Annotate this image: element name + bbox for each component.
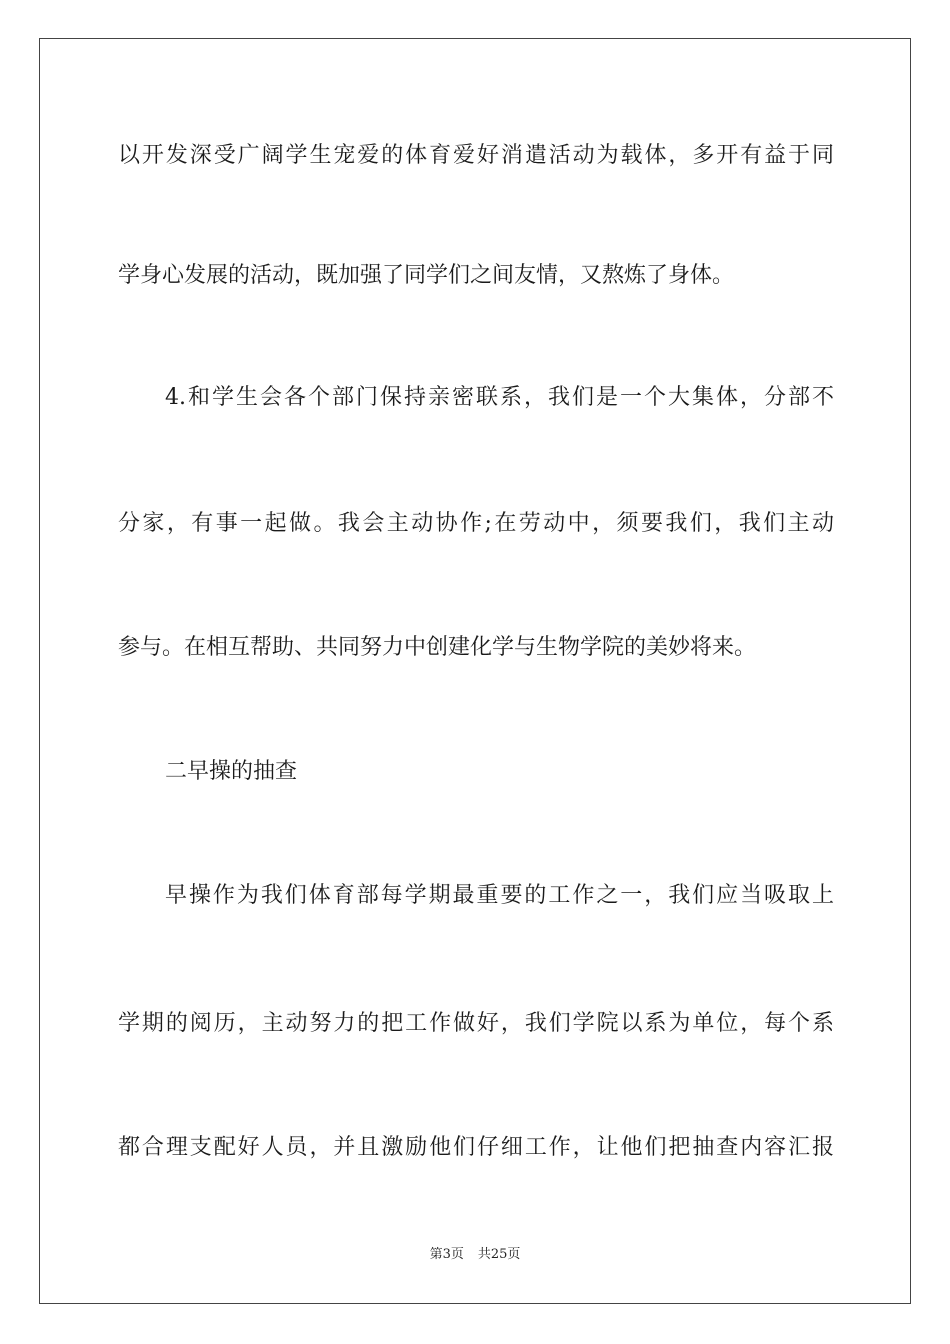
paragraph-line: 学期的阅历，主动努力的把工作做好，我们学院以系为单位，每个系: [118, 1011, 834, 1036]
paragraph-line: 分家，有事一起做。我会主动协作;在劳动中，须要我们，我们主动: [118, 511, 834, 536]
page-footer: [0, 1246, 950, 1264]
paragraph-line: 4.和学生会各个部门保持亲密联系，我们是一个大集体，分部不: [165, 385, 834, 410]
page-total: 共25页: [477, 1247, 521, 1262]
paragraph-line: 参与。在相互帮助、共同努力中创建化学与生物学院的美妙将来。: [118, 635, 757, 660]
page-number: 第3页: [429, 1247, 464, 1262]
paragraph-line: 以开发深受广阔学生宠爱的体育爱好消遣活动为载体，多开有益于同: [118, 143, 834, 168]
paragraph-line: 早操作为我们体育部每学期最重要的工作之一，我们应当吸取上: [165, 883, 834, 908]
paragraph-line: 都合理支配好人员，并且激励他们仔细工作，让他们把抽查内容汇报: [118, 1135, 834, 1160]
paragraph-line: 学身心发展的活动，既加强了同学们之间友情，又熬炼了身体。: [118, 263, 735, 288]
section-heading: 二早操的抽查: [165, 759, 298, 784]
page-frame: [39, 38, 911, 1304]
